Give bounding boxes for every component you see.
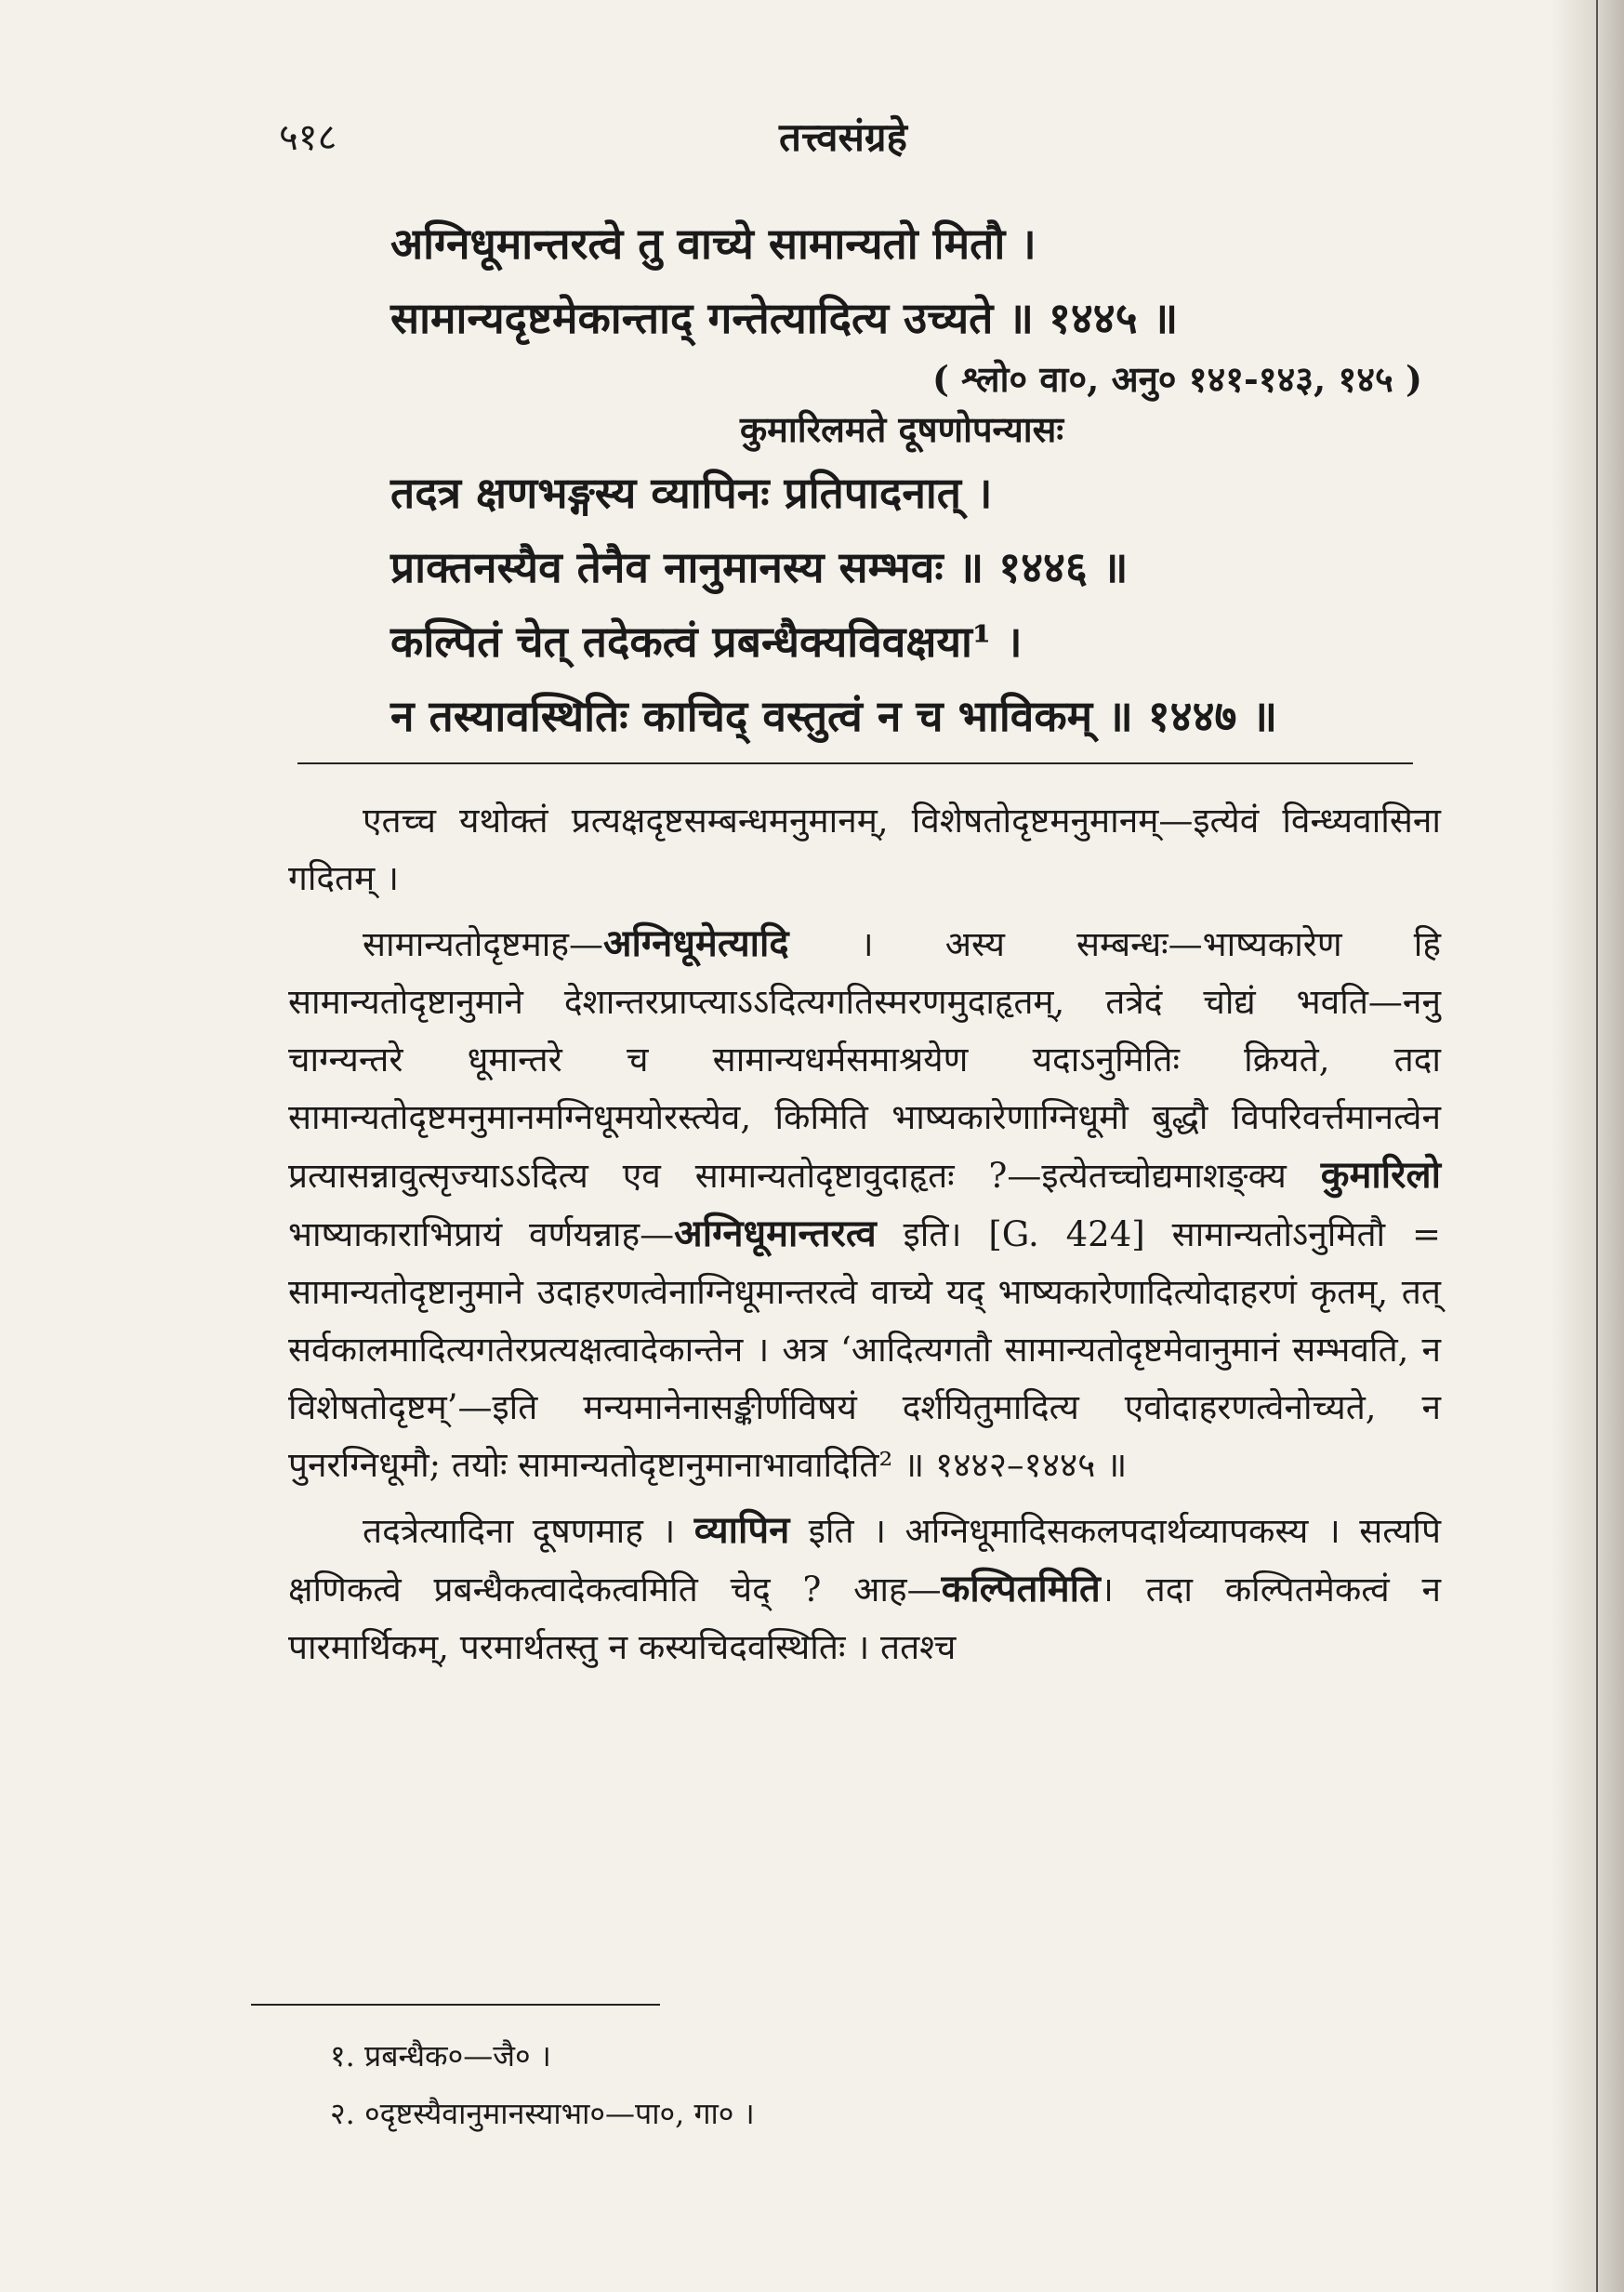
paragraph-text: सामान्यतोदृष्टमाह— xyxy=(363,924,603,964)
footnote-divider xyxy=(251,2004,660,2006)
scan-shadow-edge xyxy=(1550,0,1624,2292)
lemma: अग्निधूमान्तरत्व xyxy=(674,1212,877,1255)
verse-commentary-divider xyxy=(297,762,1413,764)
verse-line: कल्पितं चेत् तदेकत्वं प्रबन्धैक्यविवक्षया¹ । xyxy=(390,616,1023,667)
lemma: व्यापिन xyxy=(693,1508,790,1552)
verse-line: सामान्यदृष्टमेकान्ताद् गन्तेत्यादित्य उच्यते ॥ १४४५ ॥ xyxy=(390,293,1179,343)
paragraph-text: इति । अग्निधूमादिसकलपदार्थव्यापकस्य । सत्यपि क्षणिकत्वे प्रबन्धैकत्वादेकत्वमिति चेद् ? आह— xyxy=(288,1511,1441,1610)
page-edge-line xyxy=(1596,0,1598,2292)
page-header xyxy=(279,110,1441,166)
page-number: ५१८ xyxy=(279,116,337,159)
paragraph-text: तदत्रेत्यादिना दूषणमाह । xyxy=(363,1511,694,1551)
commentary-paragraph xyxy=(288,915,1441,1494)
commentary-paragraph xyxy=(288,1502,1441,1676)
paragraph-text: । तदा कल्पितमेकत्वं न पारमार्थिकम्, परमार्थतस्तु न कस्यचिदवस्थितिः । ततश्च xyxy=(288,1570,1441,1667)
verse-line: तदत्र क्षणभङ्गस्य व्यापिनः प्रतिपादनात् । xyxy=(390,468,993,518)
footnote: १. प्रबन्धैक०—जै० । xyxy=(330,2038,551,2073)
lemma: अग्निधूमेत्यादि xyxy=(602,921,789,965)
footnote: २. ०दृष्टस्यैवानुमानस्याभा०—पा०, गा० । xyxy=(330,2096,755,2131)
paragraph-text: भाष्याकाराभिप्रायं वर्णयन्नाह— xyxy=(288,1214,675,1254)
verse-line: प्राक्तनस्यैव तेनैव नानुमानस्य सम्भवः ॥ १४४६ ॥ xyxy=(390,542,1129,592)
paragraph-text: । अस्य सम्बन्धः—भाष्यकारेण हि सामान्यतोदृष्टानुमाने देशान्तरप्राप्त्याऽऽदित्यगतिस्मरणमुदाहृतम्, तत्रेदं चोद्यं भवति—ननु चाग्न्यन्तरे धूमान्तरे च सामान्यधर्मसमाश्रयेण यदाऽनुमितिः क्रियते, तदा सामान्यतोदृष्टमनुमानमग्निधूमयोरस्त्येव, किमिति भाष्यकारेणाग्निधूमौ बुद्धौ विपरिवर्त्तमानत्वेन प्रत्यासन्नावुत्सृज्याऽऽदित्य एव सामान्यतोदृष्टावुदाहृतः ?—इत्येतच्चोद्यमाशङ्क्य xyxy=(288,924,1441,1196)
paragraph-text: इति। [G. 424] सामान्यतोऽनुमितौ = सामान्यतोदृष्टानुमाने उदाहरणत्वेनाग्निधूमान्तरत्वे वाच्ये यद् भाष्यकारेणादित्योदाहरणं कृतम्, तत् सर्वकालमादित्यगतेरप्रत्यक्षत्वादेकान्तेन । अत्र ‘आदित्यगतौ सामान्यतोदृष्टमेवानुमानं सम्भवति, न विशेषतोदृष्टम्’—इति मन्यमानेनासङ्कीर्णविषयं दर्शयितुमादित्य एवोदाहरणत्वेनोच्यते, न पुनरग्निधूमौ; तयोः सामान्यतोदृष्टानुमानाभावादिति² ॥ १४४२–१४४५ ॥ xyxy=(288,1214,1441,1485)
commentary-block xyxy=(288,792,1441,1684)
lemma: कुमारिलो xyxy=(1320,1153,1441,1197)
section-subheading: कुमारिलमते दूषणोपन्यासः xyxy=(739,408,1063,450)
paragraph-text: एतच्च यथोक्तं प्रत्यक्षदृष्टसम्बन्धमनुमानम्, विशेषतोदृष्टमनुमानम्—इत्येवं विन्ध्यवासिना गदितम् । xyxy=(288,801,1441,898)
running-head: तत्त्वसंग्रहे xyxy=(779,114,907,160)
verse-line: अग्निधूमान्तरत्वे तु वाच्ये सामान्यतो मितौ । xyxy=(390,219,1036,269)
verse-line: न तस्यावस्थितिः काचिद् वस्तुत्वं न च भाविकम् ॥ १४४७ ॥ xyxy=(390,691,1278,741)
lemma: कल्पितमिति xyxy=(941,1567,1101,1610)
footnotes xyxy=(330,2027,1167,2142)
verse-block xyxy=(390,206,1450,753)
verse-reference: ( श्लो० वा०, अनु० १४१-१४३, १४५ ) xyxy=(931,358,1422,400)
commentary-paragraph xyxy=(288,792,1441,908)
